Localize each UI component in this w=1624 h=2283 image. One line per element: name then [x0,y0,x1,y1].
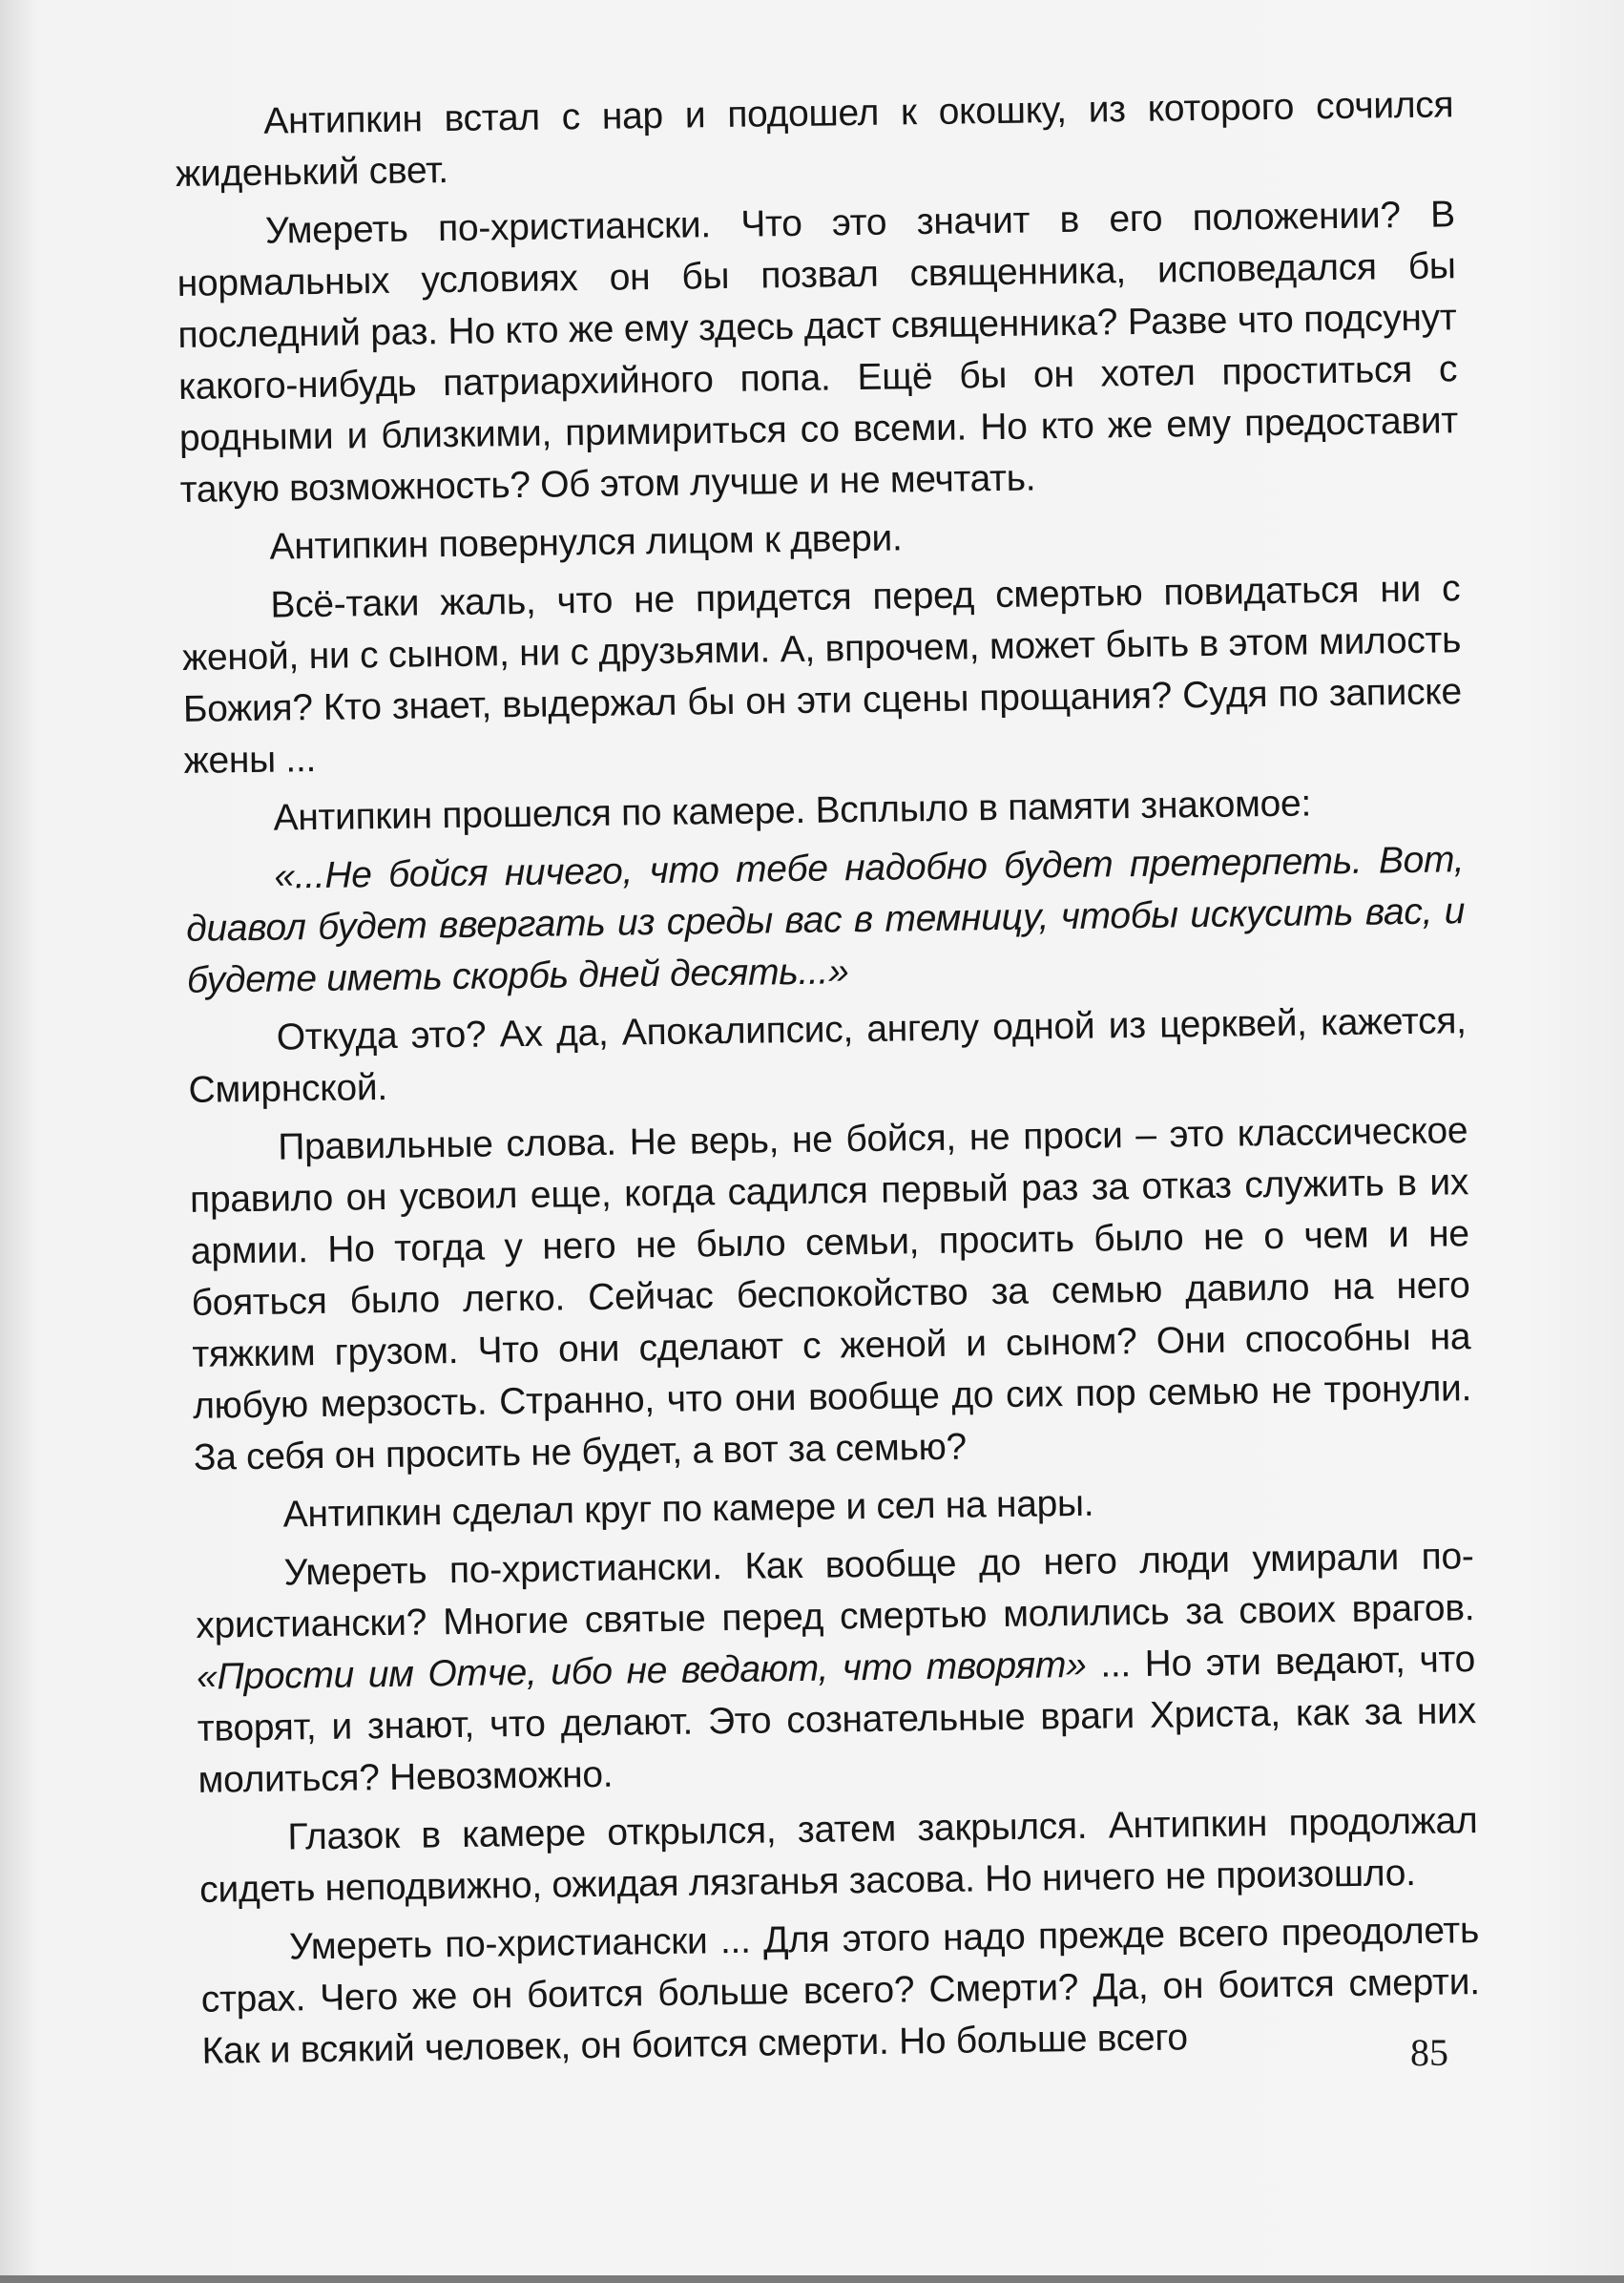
paragraph-10-quote: «Прости им Отче, ибо не ведают, что творят» [196,1644,1087,1698]
paragraph-10 [195,1531,1477,1807]
paragraph-6-quote: «...Не бойся ничего, что тебе надобно будет претерпеть. Вот, диавол будет ввергать из среды вас в темницу, чтобы искусить вас, и будете иметь скорбь дней десять...» [185,839,1466,1001]
scan-bottom-edge [0,2275,1624,2283]
paragraph-1: Антипкин встал с нар и подошел к окошку, из которого сочился жиденький свет. [175,84,1454,195]
paragraph-10-after: ... Но эти ведают, что творят, и знают, что делают. Это сознательные враги Христа, как за них молиться? Невозможно. [197,1639,1477,1801]
page-number: 85 [1410,2031,1448,2074]
paragraph-7: Откуда это? Ах да, Апокалипсис, ангелу одной из церквей, кажется, Смирнской. [188,1000,1467,1111]
paragraph-4: Всё-таки жаль, что не придется перед смертью повидаться ни с женой, ни с сыном, ни с друзьями. А, впрочем, может быть в этом милость Божия? Кто знает, выдержал бы он эти сцены прощания? Судя по записке жены ... [181,568,1463,782]
paragraph-12: Умереть по-христиански ... Для этого надо прежде всего преодолеть страх. Чего же он боится больше всего? Смерти? Да, он боится смерти. Как и всякий человек, он боится смерти. Но больше всего [200,1910,1481,2072]
paragraph-11: Глазок в камере открылся, затем закрылся. Антипкин продолжал сидеть неподвижно, ожидая лязганья засова. Но ничего не произошло. [198,1800,1478,1911]
paragraph-10-before: Умереть по-христиански. Как вообще до него люди умирали по-христиански? Многие святые перед смертью молились за своих врагов. [196,1536,1475,1646]
body-text [175,79,1481,2084]
paragraph-3: Антипкин повернулся лицом к двери. [269,517,903,568]
paragraph-5: Антипкин прошелся по камере. Всплыло в памяти знакомое: [273,783,1312,839]
paragraph-8: Правильные слова. Не верь, не бойся, не проси – это классическое правило он усвоил еще, когда садился первый раз за отказ служить в их армии. Но тогда у него не было семьи, просить было не о чем и не бояться было легко. Сейчас беспокойство за семью давило на него тяжким грузом. Что они сделают с женой и сыном? Они способны на любую мерзость. Странно, что они вообще до сих пор семью не тронули. За себя он просить не будет, а вот за семью? [189,1110,1472,1478]
paragraph-9: Антипкин сделал круг по камере и сел на нары. [282,1482,1094,1536]
paragraph-2: Умереть по-христиански. Что это значит в его положении? В нормальных условиях он бы позвал священника, исповедался бы последний раз. Но кто же ему здесь даст священника? Разве что подсунут какого-нибудь патриархийного попа. Ещё бы он хотел проститься с родными и близкими, примириться со всеми. Но кто же ему предоставит такую возможность? Об этом лучше и не мечтать. [177,194,1459,511]
